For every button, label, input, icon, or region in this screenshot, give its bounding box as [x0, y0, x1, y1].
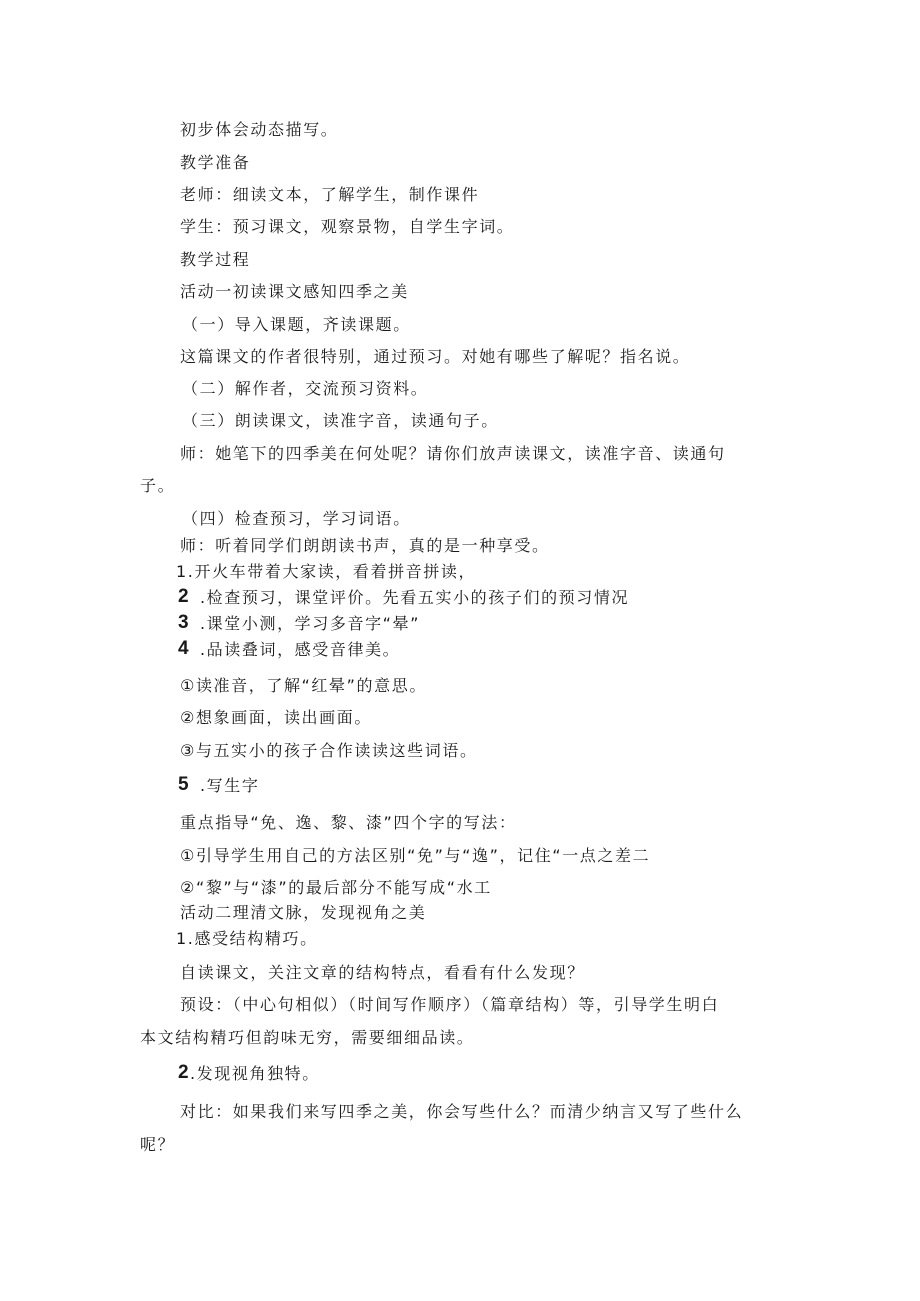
list-item: .品读叠词，感受音律美。 — [200, 640, 401, 659]
list-item: 1.开火车带着大家读，看着拼音拼读， — [176, 562, 477, 581]
text-line: 子。 — [140, 476, 176, 495]
text-line: 师：听着同学们朗朗读书声，真的是一种享受。 — [180, 536, 550, 555]
section-heading: 教学准备 — [180, 153, 251, 172]
list-item: .检查预习，课堂评价。先看五实小的孩子们的预习情况 — [200, 588, 630, 607]
text-line: ①引导学生用自己的方法区别“免”与“逸”，记住“一点之差二 — [180, 846, 651, 865]
activity-heading: 活动一初读课文感知四季之美 — [180, 282, 409, 301]
list-number: 4 — [178, 638, 189, 659]
text-line: （三）朗读课文，读准字音，读通句子。 — [182, 411, 499, 430]
text-line: ①读准音，了解“红晕”的意思。 — [180, 676, 427, 695]
list-number: 2 — [178, 1062, 189, 1083]
text-line: 初步体会动态描写。 — [180, 120, 339, 139]
list-item: .发现视角独特。 — [190, 1064, 320, 1083]
text-line: （一）导入课题，齐读课题。 — [182, 315, 411, 334]
text-line: 这篇课文的作者很特别，通过预习。对她有哪些了解呢？指名说。 — [180, 347, 691, 366]
text-line: ②想象画面，读出画面。 — [180, 708, 372, 727]
text-line: 重点指导“免、逸、黎、漆”四个字的写法： — [180, 813, 517, 832]
text-line: 对比：如果我们来写四季之美，你会写些什么？而清少纳言又写了些什么 — [180, 1102, 744, 1121]
text-line: 自读课文，关注文章的结构特点，看看有什么发现？ — [180, 963, 585, 982]
text-line: （四）检查预习，学习词语。 — [182, 509, 411, 528]
text-line: 师：她笔下的四季美在何处呢？请你们放声读课文，读准字音、读通句 — [180, 444, 726, 463]
list-item: 1.感受结构精巧。 — [176, 929, 318, 948]
text-line: 呢？ — [140, 1135, 176, 1154]
list-item: .课堂小测，学习多音字“晕” — [200, 614, 421, 633]
text-line: 老师：细读文本，了解学生，制作课件 — [180, 185, 480, 204]
list-item: .写生字 — [200, 776, 260, 795]
list-number: 5 — [178, 774, 189, 795]
text-line: 学生：预习课文，观察景物，自学生字词。 — [180, 217, 515, 236]
text-line: 预设：（中心句相似）（时间写作顺序）（篇章结构）等，引导学生明白 — [180, 995, 720, 1014]
list-number: 3 — [178, 612, 189, 633]
text-line: ②“黎”与“漆”的最后部分不能写成“水工 — [180, 878, 492, 897]
text-line: ③与五实小的孩子合作读读这些词语。 — [180, 741, 478, 760]
section-heading: 教学过程 — [180, 250, 251, 269]
text-line: （二）解作者，交流预习资料。 — [182, 379, 429, 398]
text-line: 本文结构精巧但韵味无穷，需要细细品读。 — [140, 1028, 475, 1047]
list-number: 2 — [178, 586, 189, 607]
activity-heading: 活动二理清文脉，发现视角之美 — [180, 903, 427, 922]
